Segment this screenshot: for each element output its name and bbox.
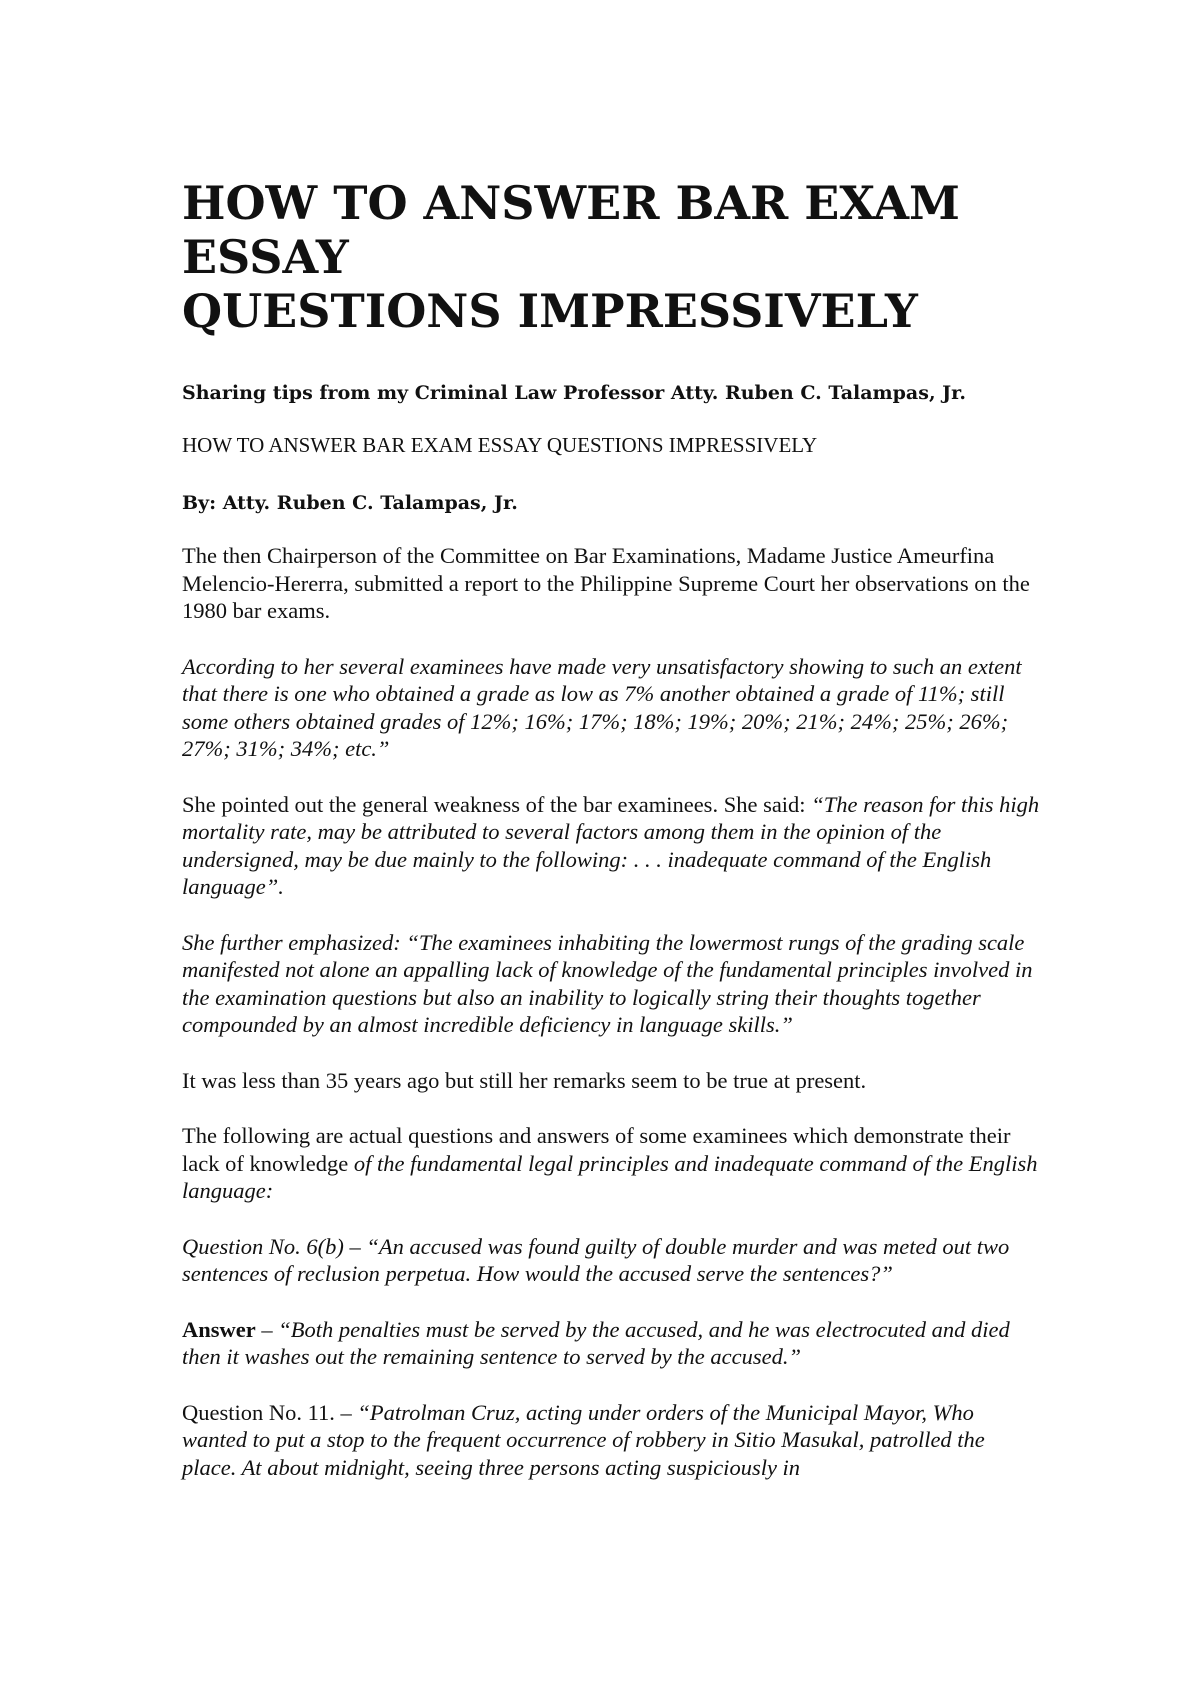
paragraph-examples-lead: The following are actual questions and answers of some examinees which demonstrate their lack of knowledge: [182, 1123, 1011, 1176]
byline: By: Atty. Ruben C. Talampas, Jr.: [182, 492, 518, 514]
answer-dash: –: [255, 1316, 279, 1342]
title-line: QUESTIONS IMPRESSIVELY: [182, 284, 918, 338]
paragraph-report: The then Chairperson of the Committee on Bar Examinations, Madame Justice Ameurfina Melencio-Hererra, submitted a report to the Philippine Supreme Court her observations on the 1980 bar exams.: [182, 543, 1030, 623]
question-11: [182, 1399, 1042, 1482]
paragraph-emphasis: She further emphasized: “The examinees inhabiting the lowermost rungs of the grading scale manifested not alone an appalling lack of knowledge of the fundamental principles involved in the examination questions but also an inability to logically string their thoughts together compounded by an almost incredible deficiency in language skills.”: [182, 929, 1033, 1037]
title-line: HOW TO ANSWER BAR EXAM: [182, 176, 960, 230]
paragraph-weakness-quote: “The reason for this high mortality rate, may be attributed to several factors among them in the opinion of the undersigned, may be due mainly to the following: . . . inadequate command of the English language”.: [182, 791, 1040, 899]
paragraph-weakness: [182, 791, 1042, 901]
caps-heading: HOW TO ANSWER BAR EXAM ESSAY QUESTIONS IMPRESSIVELY: [182, 433, 818, 457]
paragraph-weakness-lead: She pointed out the general weakness of the bar examinees. She said:: [182, 791, 812, 817]
answer-6b: [182, 1316, 1042, 1371]
question-6b: Question No. 6(b) – “An accused was found guilty of double murder and was meted out two sentences of reclusion perpetua. How would the accused serve the sentences?”: [182, 1233, 1010, 1286]
question-11-lead: Question No. 11. –: [182, 1399, 358, 1425]
paragraph-grades: According to her several examinees have made very unsatisfactory showing to such an extent that there is one who obtained a grade as low as 7% another obtained a grade of 11%; still some others obtained grades of 12%; 16%; 17%; 18%; 19%; 20%; 21%; 24%; 25%; 26%; 27%; 31%; 34%; etc.”: [182, 653, 1022, 761]
paragraph-examples: [182, 1122, 1042, 1205]
document-body: [182, 176, 1042, 1481]
question-11-text: “Patrolman Cruz, acting under orders of the Municipal Mayor, Who wanted to put a stop to the frequent occurrence of robbery in Sitio Masukal, patrolled the place. At about midnight, seeing three persons acting suspiciously in: [182, 1399, 985, 1480]
paragraph-present: It was less than 35 years ago but still her remarks seem to be true at present.: [182, 1067, 867, 1093]
answer-text: “Both penalties must be served by the accused, and he was electrocuted and died then it washes out the remaining sentence to served by the accused.”: [182, 1316, 1010, 1369]
document-title: [182, 176, 1042, 338]
answer-label: Answer: [182, 1316, 256, 1342]
document-subtitle: Sharing tips from my Criminal Law Professor Atty. Ruben C. Talampas, Jr.: [182, 382, 967, 404]
paragraph-examples-italic: of the fundamental legal principles and inadequate command of the English language:: [182, 1150, 1038, 1203]
title-line: ESSAY: [182, 230, 349, 284]
